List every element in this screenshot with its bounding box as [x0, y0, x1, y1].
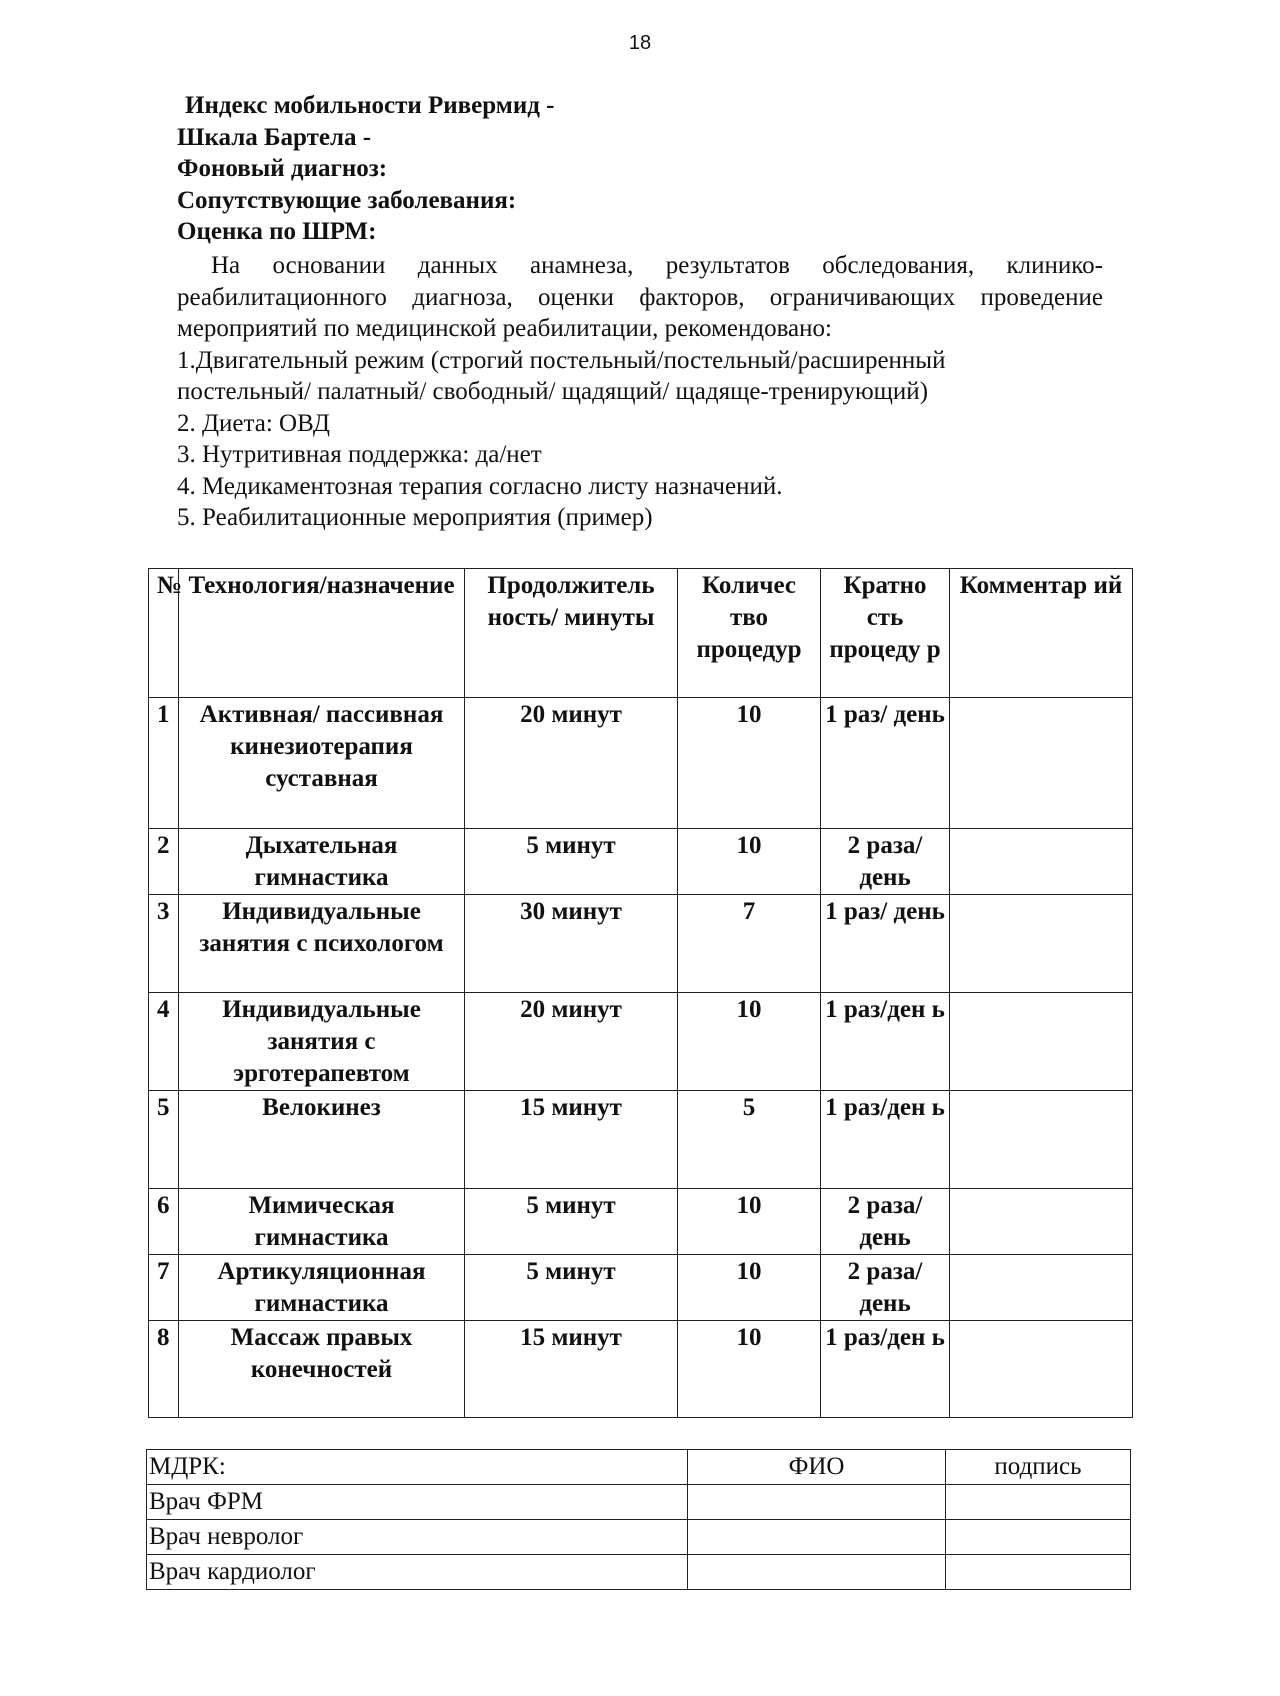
table-row	[149, 895, 1133, 993]
table-row	[149, 1091, 1133, 1189]
recommendation-item: 3. Нутритивная поддержка: да/нет	[177, 441, 542, 468]
recommendation-item: 5. Реабилитационные мероприятия (пример)	[177, 504, 653, 531]
row-duration: 5 минут	[465, 1189, 678, 1255]
row-duration: 15 минут	[465, 1091, 678, 1189]
row-number: 2	[149, 829, 179, 895]
row-comment	[950, 1255, 1133, 1321]
table-row	[149, 1321, 1133, 1418]
table-row	[149, 698, 1133, 829]
table-row	[149, 1255, 1133, 1321]
table-row	[149, 829, 1133, 895]
header-signature: подпись	[946, 1450, 1131, 1485]
row-count: 7	[678, 895, 821, 993]
page-number: 18	[628, 32, 652, 54]
header-full-name: ФИО	[688, 1450, 946, 1485]
row-comment	[950, 1091, 1133, 1189]
table-row	[149, 1189, 1133, 1255]
row-frequency: 2 раза/ день	[821, 829, 950, 895]
row-comment	[950, 895, 1133, 993]
header-technology: Технология/назначение	[179, 569, 465, 698]
heading-comorbidities: Сопутствующие заболевания:	[177, 186, 517, 214]
row-technology: Артикуляционная гимнастика	[179, 1255, 465, 1321]
row-number: 7	[149, 1255, 179, 1321]
recommendation-item: 1.Двигательный режим (строгий постельный/постельный/расширенный	[177, 346, 946, 374]
signature-field[interactable]	[946, 1520, 1131, 1555]
row-count: 10	[678, 698, 821, 829]
row-frequency: 1 раз/ден ь	[821, 1321, 950, 1418]
row-comment	[950, 698, 1133, 829]
row-duration: 30 минут	[465, 895, 678, 993]
row-technology: Дыхательная гимнастика	[179, 829, 465, 895]
row-number: 1	[149, 698, 179, 829]
full-name-field[interactable]	[688, 1520, 946, 1555]
row-technology: Велокинез	[179, 1091, 465, 1189]
row-duration: 20 минут	[465, 698, 678, 829]
row-duration: 5 минут	[465, 829, 678, 895]
row-frequency: 2 раза/ день	[821, 1255, 950, 1321]
header-comment: Комментар ий	[950, 569, 1133, 698]
row-frequency: 1 раз/ден ь	[821, 1091, 950, 1189]
recommendation-item: 2. Диета: ОВД	[177, 409, 330, 437]
recommendation-item: 4. Медикаментозная терапия согласно листу назначений.	[177, 472, 783, 500]
role-cell: Врач ФРМ	[147, 1485, 688, 1520]
row-comment	[950, 829, 1133, 895]
row-number: 8	[149, 1321, 179, 1418]
row-count: 10	[678, 993, 821, 1091]
recommendations-section	[177, 250, 1103, 534]
signature-field[interactable]	[946, 1555, 1131, 1590]
row-technology: Индивидуальные занятия с эрготерапевтом	[179, 993, 465, 1091]
header-count: Количес тво процедур	[678, 569, 821, 698]
row-count: 10	[678, 1321, 821, 1418]
row-count: 10	[678, 1255, 821, 1321]
signature-row	[147, 1485, 1131, 1520]
table-header-row	[149, 569, 1133, 698]
mdrk-signature-table	[146, 1449, 1131, 1590]
row-count: 10	[678, 829, 821, 895]
row-comment	[950, 993, 1133, 1091]
row-duration: 15 минут	[465, 1321, 678, 1418]
row-technology: Активная/ пассивная кинезиотерапия суставная	[179, 698, 465, 829]
signature-header-row	[147, 1450, 1131, 1485]
row-count: 5	[678, 1091, 821, 1189]
table-row	[149, 993, 1133, 1091]
full-name-field[interactable]	[688, 1555, 946, 1590]
row-number: 5	[149, 1091, 179, 1189]
row-count: 10	[678, 1189, 821, 1255]
row-duration: 5 минут	[465, 1255, 678, 1321]
recommendation-intro: На основании данных анамнеза, результатов обследования, клинико-реабилитационного диагноза, оценки факторов, ограничивающих проведение мероприятий по медицинской реабилитации, рекомендовано:	[177, 252, 1103, 342]
heading-barthel-scale: Шкала Бартела -	[177, 123, 372, 151]
header-frequency: Кратно сть процеду р	[821, 569, 950, 698]
assessment-headings	[177, 90, 1077, 248]
row-comment	[950, 1189, 1133, 1255]
recommendation-item: постельный/ палатный/ свободный/ щадящий/ щадяще-тренирующий)	[177, 378, 929, 405]
row-comment	[950, 1321, 1133, 1418]
heading-rivermead-index: Индекс мобильности Ривермид -	[185, 92, 555, 119]
row-frequency: 2 раза/ день	[821, 1189, 950, 1255]
row-number: 6	[149, 1189, 179, 1255]
signature-row	[147, 1555, 1131, 1590]
role-cell: Врач кардиолог	[147, 1555, 688, 1590]
row-frequency: 1 раз/ день	[821, 895, 950, 993]
row-technology: Массаж правых конечностей	[179, 1321, 465, 1418]
heading-background-diagnosis: Фоновый диагноз:	[177, 155, 388, 182]
row-technology: Мимическая гимнастика	[179, 1189, 465, 1255]
signature-row	[147, 1520, 1131, 1555]
heading-rehab-routing-scale: Оценка по ШРМ:	[177, 218, 377, 245]
row-technology: Индивидуальные занятия с психологом	[179, 895, 465, 993]
signature-field[interactable]	[946, 1485, 1131, 1520]
header-mdrk: МДРК:	[147, 1450, 688, 1485]
rehab-measures-table	[148, 568, 1133, 1418]
row-frequency: 1 раз/ день	[821, 698, 950, 829]
row-duration: 20 минут	[465, 993, 678, 1091]
header-number: №	[149, 569, 179, 698]
row-number: 4	[149, 993, 179, 1091]
row-frequency: 1 раз/ден ь	[821, 993, 950, 1091]
full-name-field[interactable]	[688, 1485, 946, 1520]
header-duration: Продолжитель ность/ минуты	[465, 569, 678, 698]
role-cell: Врач невролог	[147, 1520, 688, 1555]
row-number: 3	[149, 895, 179, 993]
